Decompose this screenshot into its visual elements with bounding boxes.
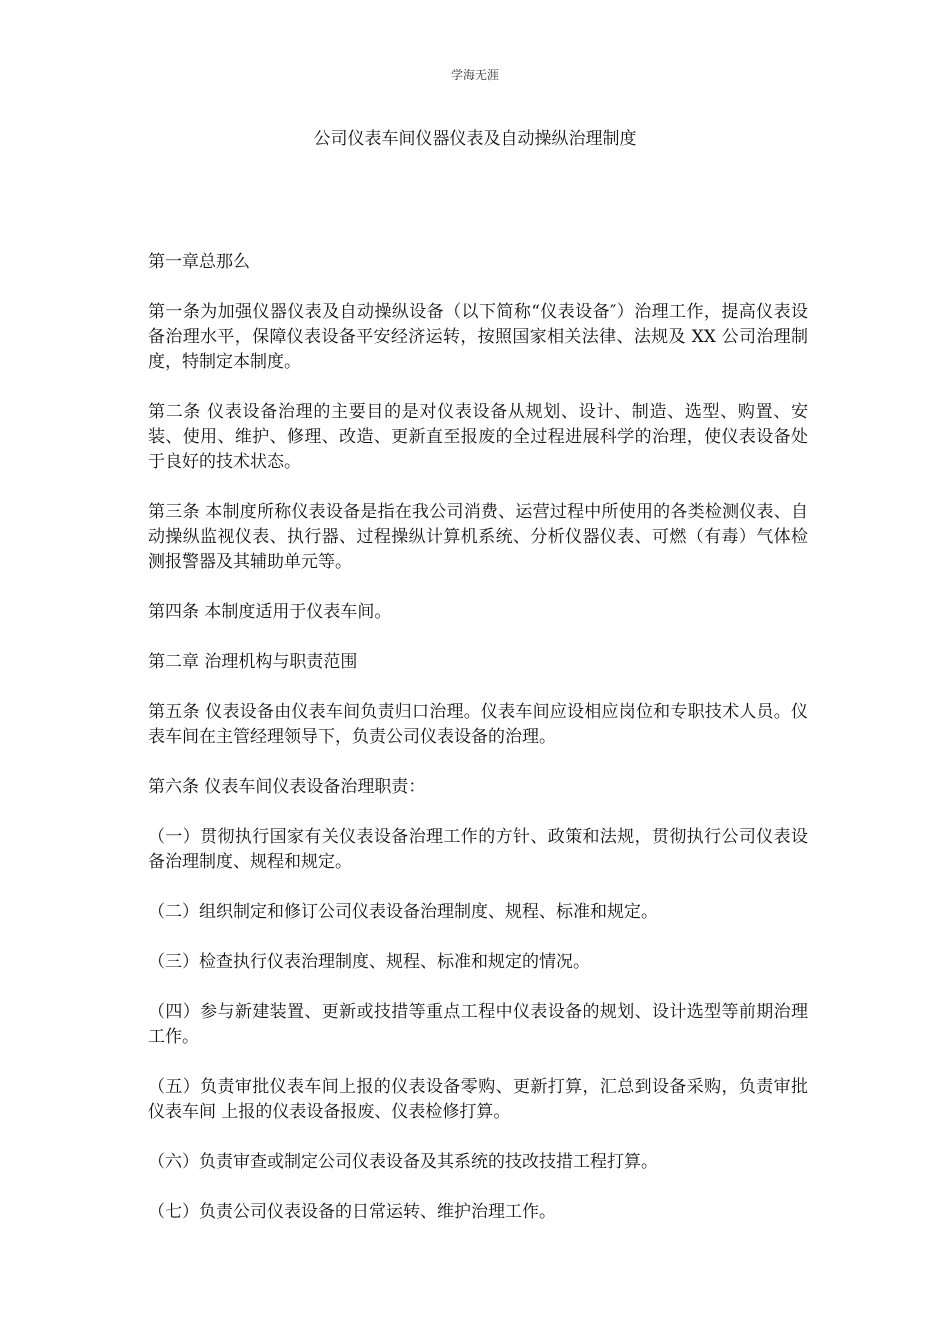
list-item: （五）负责审批仪表车间上报的仪表设备零购、更新打算，汇总到设备采购，负责审批仪表车间 上报的仪表设备报废、仪表检修打算。: [148, 1077, 808, 1122]
chapter-heading: 第二章 治理机构与职责范围: [148, 652, 358, 672]
header-note: 学海无涯: [450, 68, 499, 82]
list-item: （二）组织制定和修订公司仪表设备治理制度、规程、标准和规定。: [148, 902, 658, 922]
list-item: （三）检查执行仪表治理制度、规程、标准和规定的情况。: [148, 952, 590, 972]
article-paragraph: 第一条为加强仪器仪表及自动操纵设备（以下简称“仪表设备″）治理工作，提高仪表设备治理水平，保障仪表设备平安经济运转，按照国家相关法律、法规及 XX 公司治理制度，特制定本制度。: [148, 302, 808, 372]
list-item: （七）负责公司仪表设备的日常运转、维护治理工作。: [148, 1202, 556, 1222]
document-body: [148, 250, 808, 1250]
article-paragraph: 第二条 仪表设备治理的主要目的是对仪表设备从规划、设计、制造、选型、购置、安装、使用、维护、修理、改造、更新直至报废的全过程进展科学的治理，使仪表设备处于良好的技术状态。: [148, 402, 808, 472]
chapter-heading: 第一章总那么: [148, 252, 250, 272]
list-item: （六）负责审查或制定公司仪表设备及其系统的技改技措工程打算。: [148, 1152, 658, 1172]
list-item: （一）贯彻执行国家有关仪表设备治理工作的方针、政策和法规，贯彻执行公司仪表设备治理制度、规程和规定。: [148, 827, 808, 872]
document-title: 公司仪表车间仪器仪表及自动操纵治理制度: [313, 129, 637, 149]
article-paragraph: 第五条 仪表设备由仪表车间负责归口治理。仪表车间应设相应岗位和专职技术人员。仪表车间在主管经理领导下，负责公司仪表设备的治理。: [148, 702, 808, 747]
article-paragraph: 第三条 本制度所称仪表设备是指在我公司消费、运营过程中所使用的各类检测仪表、自动操纵监视仪表、执行器、过程操纵计算机系统、分析仪器仪表、可燃（有毒）气体检测报警器及其辅助单元等。: [148, 502, 808, 572]
article-paragraph: 第六条 仪表车间仪表设备治理职责：: [148, 777, 426, 797]
list-item: （四）参与新建装置、更新或技措等重点工程中仪表设备的规划、设计选型等前期治理工作。: [148, 1002, 808, 1047]
article-paragraph: 第四条 本制度适用于仪表车间。: [148, 602, 392, 622]
